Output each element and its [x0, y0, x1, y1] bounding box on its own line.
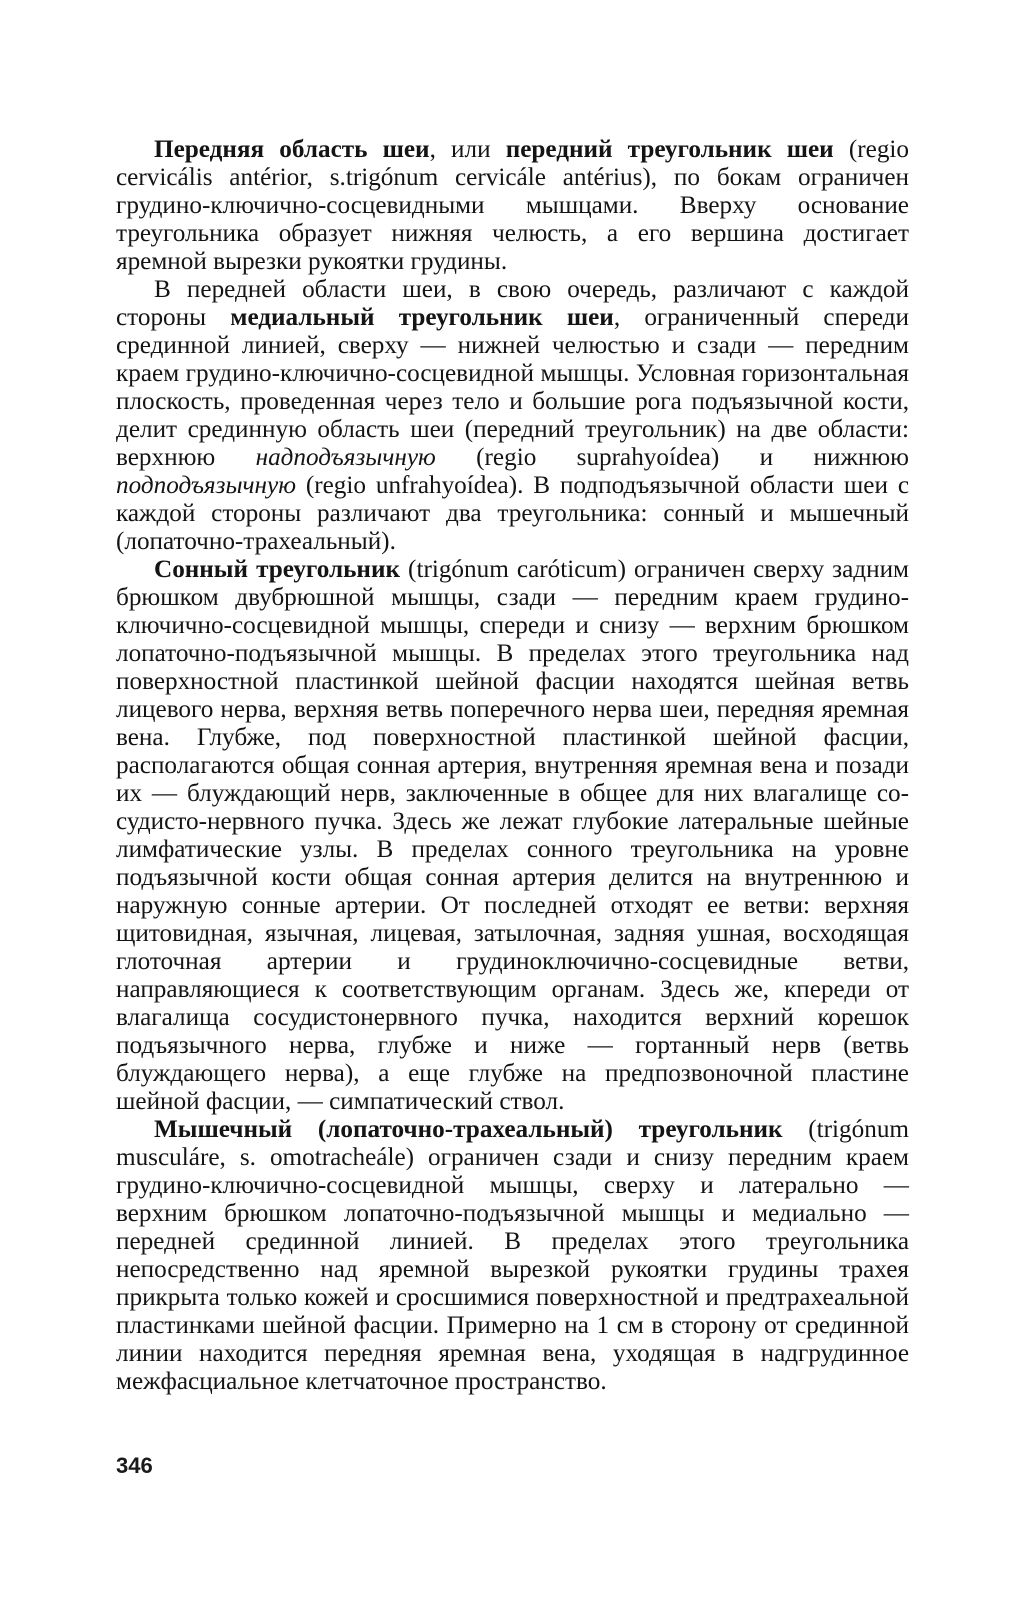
term-carotid-triangle: Сонный треугольник	[154, 556, 400, 583]
text-segment: В передней области шеи, в свою очередь, различают с каждой стороны	[116, 276, 909, 331]
term-suprahyoid: надподъязычную	[255, 444, 436, 471]
paragraph-carotid-triangle	[116, 556, 909, 1116]
term-anterior-region: Передняя область шеи	[154, 136, 430, 163]
paragraph-muscular-triangle	[116, 1116, 909, 1396]
term-anterior-triangle: передний треугольник шеи	[505, 136, 834, 163]
text-segment: (trigónum musculáre, s. omotracheále) ограничен сзади и снизу передним краем грудино-ключично-сосцевидной мышцы, сверху и латерально — верхним брюшком лопаточно-подъязычной мышцы и медиально — передней срединной линией. В пределах этого треугольника непосредственно над яремной вырезкой рукоятки грудины трахея прикрыта только кожей и сросшимися поверхностной и предтрахеальной пластинками шейной фасции. Примерно на 1 см в сторону от срединной линии находится передняя яремная вена, уходящая в надгрудинное межфасциальное клетчаточное пространство.	[116, 1116, 909, 1395]
page-body	[116, 136, 909, 1396]
text-segment: (trigónum caróticum) ограничен сверху задним брюшком двубрюшной мышцы, сзади — передним краем грудино-ключично-сосцевидной мышцы, спереди и снизу — верхним брюшком лопаточно-подъязычной мышцы. В пределах этого треугольника над поверхностной пластинкой шейной фасции находятся шейная ветвь лицевого нерва, верхняя ветвь поперечного нерва шеи, передняя яремная вена. Глубже, под поверхностной пластинкой шейной фасции, располагаются общая сонная артерия, внутренняя яремная вена и позади их — блуждающий нерв, заключенные в общее для них влагалище сосудисто-нервного пучка. Здесь же лежат глубокие латеральные шейные лимфатические узлы. В пределах сонного треугольника на уровне подъязычной кости общая сонная артерия делится на внутреннюю и наружную сонные артерии. От последней отходят ее ветви: верхняя щитовидная, язычная, лицевая, затылочная, задняя ушная, восходящая глоточная артерии и грудиноключично-сосцевидные ветви, направляющиеся к соответствующим органам. Здесь же, кпереди от влагалища сосудистонервного пучка, находится верхний корешок подъязычного нерва, глубже и ниже — гортанный нерв (ветвь блуждающего нерва), а еще глубже на предпозвоночной пластине шейной фасции, — симпатический ствол.	[116, 556, 909, 1115]
text-segment: (regio unfrahyoídea). В подподъязычной области шеи с каждой стороны различают два треугольника: сонный и мышечный (лопаточно-трахеальный).	[116, 472, 909, 555]
text-segment: , или	[429, 136, 506, 163]
paragraph-anterior-region	[116, 136, 909, 276]
term-medial-triangle: медиальный треугольник шеи	[230, 304, 614, 331]
term-infrahyoid: подподъязычную	[116, 472, 296, 499]
text-segment: (regio suprahyoídea) и нижнюю	[435, 444, 909, 471]
text-segment: , ограниченный спереди срединной линией, сверху — нижней челюстью и сзади — передним краем грудино-ключично-сосцевидной мышцы. Условная горизонтальная плоскость, проведенная через тело и большие рога подъязычной кости, делит срединную область шеи (передний треугольник) на две области: верхнюю	[116, 304, 910, 471]
term-muscular-triangle: Мышечный (лопаточно-трахеальный) треугольник	[154, 1116, 783, 1143]
paragraph-medial-triangle	[116, 276, 909, 556]
page-number: 346	[116, 1453, 153, 1478]
text-segment: (regio cervicális antérior, s.trigónum cervicále antérius), по бокам ограничен грудино-ключично-сосцевидными мышцами. Вверху основание треугольника образует нижняя челюсть, а его вершина достигает яремной вырезки рукоятки грудины.	[116, 136, 909, 275]
